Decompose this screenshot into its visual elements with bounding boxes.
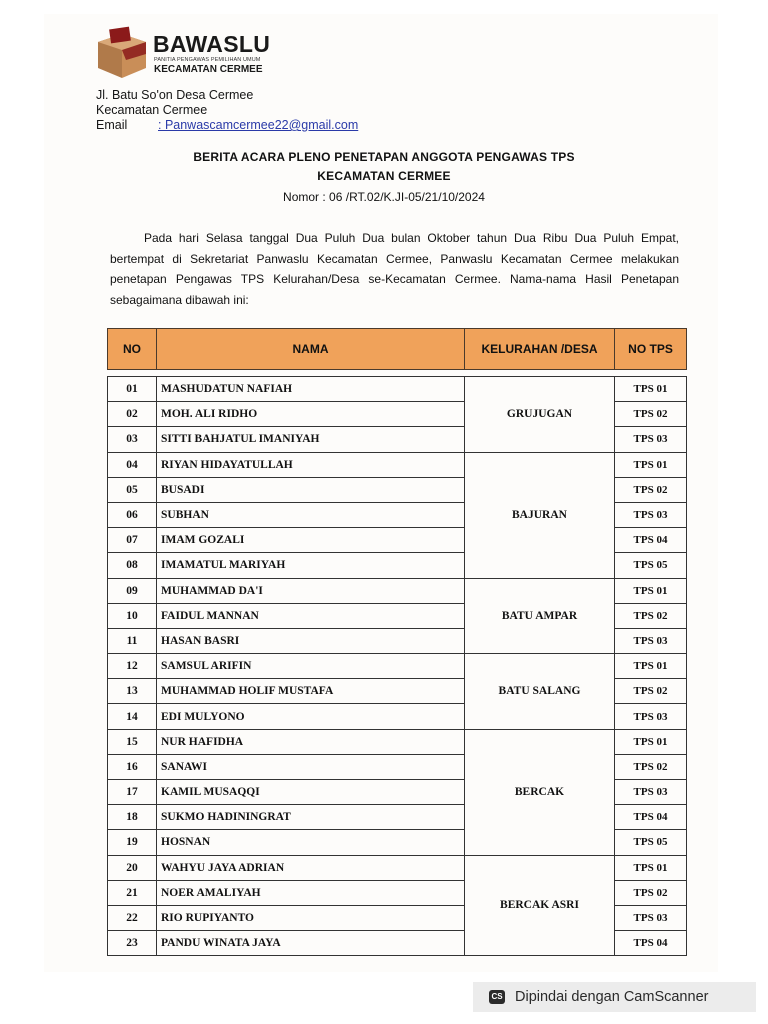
cell-nama: SUBHAN — [157, 502, 465, 527]
cell-no: 16 — [108, 754, 157, 779]
cell-no: 11 — [108, 628, 157, 653]
cell-nama: IMAMATUL MARIYAH — [157, 553, 465, 578]
paragraph-line: penetapan Pengawas TPS Kelurahan/Desa se-Kecamatan Cermee. Nama-nama Hasil Penetapan — [110, 272, 679, 286]
cell-no-tps: TPS 01 — [615, 578, 687, 603]
table-row — [108, 654, 687, 679]
table-header-row — [108, 329, 687, 370]
cell-kelurahan-desa: BAJURAN — [465, 452, 615, 578]
cell-no-tps: TPS 01 — [615, 654, 687, 679]
ballot-box-logo-icon — [96, 24, 150, 80]
cell-no-tps: TPS 04 — [615, 805, 687, 830]
cell-no: 01 — [108, 377, 157, 402]
cell-nama: MUHAMMAD DA'I — [157, 578, 465, 603]
cell-no-tps: TPS 02 — [615, 754, 687, 779]
cell-nama: MASHUDATUN NAFIAH — [157, 377, 465, 402]
cell-no: 21 — [108, 880, 157, 905]
cell-no-tps: TPS 03 — [615, 704, 687, 729]
table-row — [108, 377, 687, 402]
header-no-tps: NO TPS — [615, 329, 687, 370]
cell-no: 03 — [108, 427, 157, 452]
cell-no-tps: TPS 02 — [615, 679, 687, 704]
cell-kelurahan-desa: GRUJUGAN — [465, 377, 615, 453]
document-number: Nomor : 06 /RT.02/K.JI-05/21/10/2024 — [283, 190, 485, 204]
watermark-text: Dipindai dengan CamScanner — [515, 989, 709, 1005]
cell-nama: RIO RUPIYANTO — [157, 905, 465, 930]
address-kecamatan: Kecamatan Cermee — [96, 103, 208, 117]
cell-no: 10 — [108, 603, 157, 628]
header-nama: NAMA — [157, 329, 465, 370]
cell-no: 14 — [108, 704, 157, 729]
cell-no: 02 — [108, 402, 157, 427]
cell-nama: BUSADI — [157, 477, 465, 502]
cell-nama: EDI MULYONO — [157, 704, 465, 729]
cell-no: 20 — [108, 855, 157, 880]
cell-kelurahan-desa: BERCAK ASRI — [465, 855, 615, 956]
address-street: Jl. Batu So'on Desa Cermee — [96, 88, 254, 102]
cell-nama: FAIDUL MANNAN — [157, 603, 465, 628]
cell-kelurahan-desa: BATU SALANG — [465, 654, 615, 730]
cell-no: 12 — [108, 654, 157, 679]
cell-nama: PANDU WINATA JAYA — [157, 931, 465, 956]
cell-no-tps: TPS 02 — [615, 880, 687, 905]
opening-paragraph — [110, 228, 679, 310]
table-row — [108, 855, 687, 880]
cell-no: 08 — [108, 553, 157, 578]
header-no: NO — [108, 329, 157, 370]
cell-no: 09 — [108, 578, 157, 603]
table-row — [108, 578, 687, 603]
cell-no-tps: TPS 03 — [615, 427, 687, 452]
table-row — [108, 452, 687, 477]
cell-no: 23 — [108, 931, 157, 956]
cell-nama: SITTI BAHJATUL IMANIYAH — [157, 427, 465, 452]
cell-nama: NUR HAFIDHA — [157, 729, 465, 754]
cell-nama: SUKMO HADININGRAT — [157, 805, 465, 830]
document-title: BERITA ACARA PLENO PENETAPAN ANGGOTA PENGAWAS TPS — [193, 150, 575, 164]
logo-kecamatan: KECAMATAN CERMEE — [154, 64, 263, 75]
table-row — [108, 729, 687, 754]
cell-no-tps: TPS 01 — [615, 452, 687, 477]
cell-no-tps: TPS 03 — [615, 905, 687, 930]
cell-nama: MOH. ALI RIDHO — [157, 402, 465, 427]
cell-no-tps: TPS 02 — [615, 402, 687, 427]
cell-no: 05 — [108, 477, 157, 502]
paragraph-line: bertempat di Sekretariat Panwaslu Kecamatan Cermee, Panwaslu Kecamatan Cermee melakukan — [110, 251, 679, 266]
cell-no: 18 — [108, 805, 157, 830]
cell-nama: NOER AMALIYAH — [157, 880, 465, 905]
email-link[interactable]: : Panwascamcermee22@gmail.com — [158, 118, 359, 132]
cell-kelurahan-desa: BATU AMPAR — [465, 578, 615, 654]
cell-no: 13 — [108, 679, 157, 704]
cell-no: 07 — [108, 528, 157, 553]
cell-no-tps: TPS 01 — [615, 855, 687, 880]
cell-kelurahan-desa: BERCAK — [465, 729, 615, 855]
cell-no-tps: TPS 02 — [615, 603, 687, 628]
cell-no-tps: TPS 03 — [615, 502, 687, 527]
cell-no: 06 — [108, 502, 157, 527]
cell-no-tps: TPS 05 — [615, 553, 687, 578]
table-body — [108, 370, 687, 956]
cell-no-tps: TPS 02 — [615, 477, 687, 502]
header-gap — [108, 370, 687, 377]
bawaslu-logo — [96, 24, 296, 82]
cell-no-tps: TPS 03 — [615, 780, 687, 805]
cell-no-tps: TPS 05 — [615, 830, 687, 855]
email-label: Email — [96, 118, 128, 132]
cell-no-tps: TPS 03 — [615, 628, 687, 653]
cell-nama: MUHAMMAD HOLIF MUSTAFA — [157, 679, 465, 704]
document-subtitle: KECAMATAN CERMEE — [317, 169, 451, 183]
cell-nama: IMAM GOZALI — [157, 528, 465, 553]
cell-no: 19 — [108, 830, 157, 855]
cell-nama: HASAN BASRI — [157, 628, 465, 653]
camscanner-watermark — [473, 982, 756, 1012]
cell-nama: RIYAN HIDAYATULLAH — [157, 452, 465, 477]
cell-no-tps: TPS 04 — [615, 931, 687, 956]
cell-nama: WAHYU JAYA ADRIAN — [157, 855, 465, 880]
camscanner-icon: CS — [489, 990, 505, 1004]
header-kelurahan-desa: KELURAHAN /DESA — [465, 329, 615, 370]
cell-no-tps: TPS 01 — [615, 377, 687, 402]
cell-no: 17 — [108, 780, 157, 805]
logo-name: BAWASLU — [153, 31, 271, 57]
cell-no: 04 — [108, 452, 157, 477]
cell-nama: SANAWI — [157, 754, 465, 779]
pengawas-table — [107, 328, 687, 956]
cell-nama: SAMSUL ARIFIN — [157, 654, 465, 679]
cell-no-tps: TPS 04 — [615, 528, 687, 553]
cell-nama: KAMIL MUSAQQI — [157, 780, 465, 805]
cell-nama: HOSNAN — [157, 830, 465, 855]
paragraph-line: Pada hari Selasa tanggal Dua Puluh Dua bulan Oktober tahun Dua Ribu Dua Puluh Empat, — [144, 231, 679, 245]
cell-no: 22 — [108, 905, 157, 930]
cell-no-tps: TPS 01 — [615, 729, 687, 754]
paragraph-line: sebagaimana dibawah ini: — [110, 292, 249, 307]
cell-no: 15 — [108, 729, 157, 754]
logo-subtitle: PANITIA PENGAWAS PEMILIHAN UMUM — [154, 57, 261, 63]
